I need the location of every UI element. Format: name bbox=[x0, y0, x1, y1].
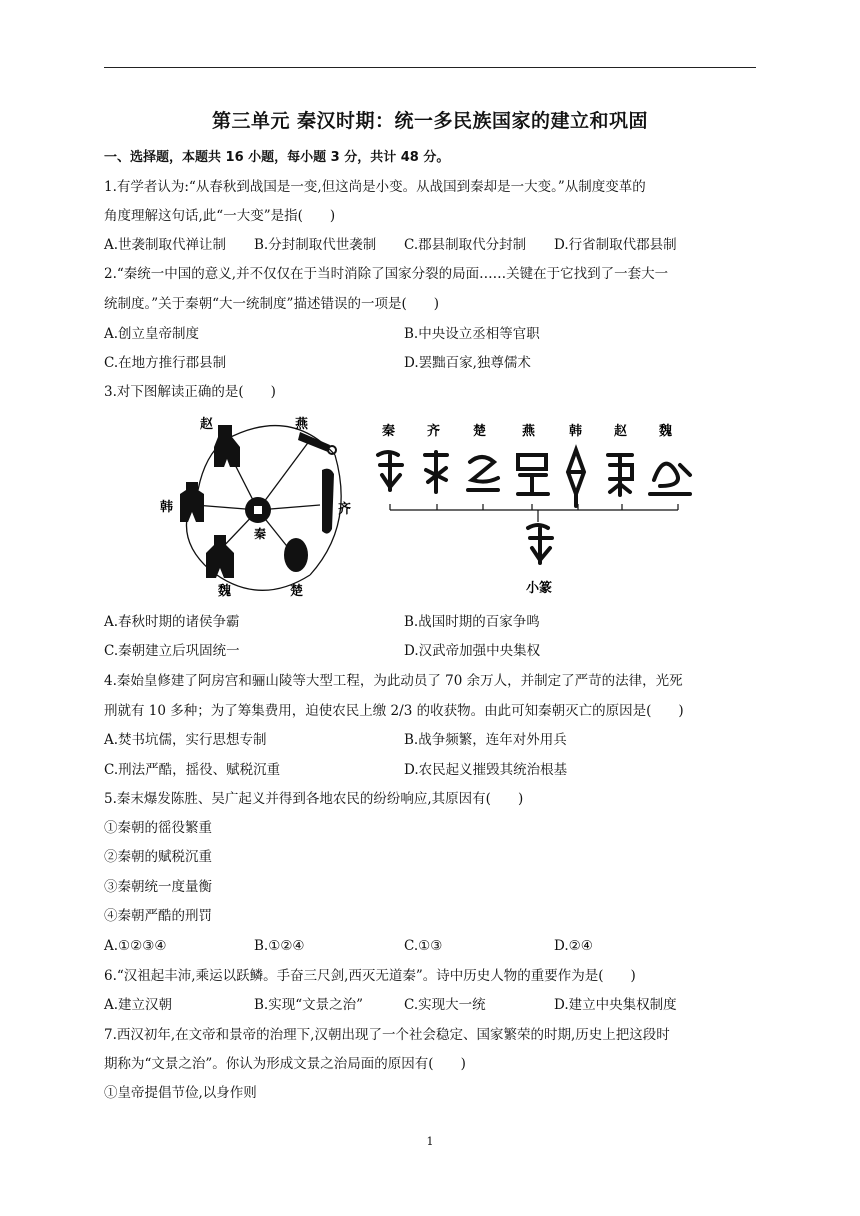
q3-option-a: A.春秋时期的诸侯争霸 bbox=[104, 614, 240, 630]
q6-option-b: B.实现“文景之治” bbox=[254, 997, 364, 1013]
q6-option-a: A.建立汉朝 bbox=[104, 997, 173, 1013]
han-coin bbox=[180, 482, 204, 522]
page-title: 第三单元 秦汉时期：统一多民族国家的建立和巩固 bbox=[211, 110, 649, 132]
script-state-chu: 楚 bbox=[473, 424, 487, 439]
section-heading: 一、选择题，本题共 16 小题，每小题 3 分，共计 48 分。 bbox=[104, 150, 450, 165]
wei-coin bbox=[206, 535, 234, 578]
q6-stem: 6.“汉祖起丰沛,乘运以跃鳞。手奋三尺剑,西灭无道秦”。诗中历史人物的重要作为是( ) bbox=[104, 968, 636, 984]
q5-item-3: ③秦朝统一度量衡 bbox=[104, 879, 212, 895]
q1-option-b: B.分封制取代世袭制 bbox=[254, 237, 377, 253]
q4-option-a: A.焚书坑儒，实行思想专制 bbox=[104, 732, 267, 748]
q2-option-c: C.在地方推行郡县制 bbox=[104, 355, 227, 371]
script-state-qin: 秦 bbox=[382, 424, 396, 439]
q5-stem: 5.秦末爆发陈胜、吴广起义并得到各地农民的纷纷响应,其原因有( ) bbox=[104, 791, 524, 807]
q6-option-c: C.实现大一统 bbox=[404, 997, 486, 1013]
q7-item-1: ①皇帝提倡节俭,以身作则 bbox=[104, 1085, 257, 1101]
seal-glyphs bbox=[378, 450, 690, 506]
q5-item-4: ④秦朝严酷的刑罚 bbox=[104, 908, 212, 924]
script-state-zhao: 赵 bbox=[614, 424, 628, 439]
script-chart bbox=[378, 423, 690, 596]
q1-option-d: D.行省制取代郡县制 bbox=[554, 237, 677, 253]
coin-label-zhao: 赵 bbox=[200, 417, 214, 432]
q4-option-c: C.刑法严酷，摇役、赋税沉重 bbox=[104, 762, 281, 778]
q5-option-c: C.①③ bbox=[404, 938, 443, 954]
script-state-wei: 魏 bbox=[659, 424, 673, 439]
q4-option-b: B.战争频繁，连年对外用兵 bbox=[404, 732, 567, 748]
q5-option-d: D.②④ bbox=[554, 938, 593, 954]
q3-figure bbox=[150, 410, 720, 605]
q4-option-d: D.农民起义摧毁其统治根基 bbox=[404, 762, 568, 778]
q3-option-b: B.战国时期的百家争鸣 bbox=[404, 614, 540, 630]
q5-item-2: ②秦朝的赋税沉重 bbox=[104, 849, 212, 865]
page-number: 1 bbox=[426, 1135, 434, 1148]
coin-wheel bbox=[160, 416, 351, 599]
coin-label-qi: 齐 bbox=[338, 502, 352, 517]
qin-coin bbox=[245, 497, 271, 523]
q1-option-c: C.郡县制取代分封制 bbox=[404, 237, 527, 253]
merge-bracket bbox=[390, 504, 678, 522]
q2-option-b: B.中央设立丞相等官职 bbox=[404, 326, 540, 342]
xiaozhuan-glyph bbox=[528, 525, 552, 563]
q2-option-d: D.罢黜百家,独尊儒术 bbox=[404, 355, 531, 371]
header-rule bbox=[104, 67, 756, 68]
q5-option-a: A.①②③④ bbox=[104, 938, 167, 954]
q5-item-1: ①秦朝的徭役繁重 bbox=[104, 820, 212, 836]
script-state-qi: 齐 bbox=[427, 424, 441, 439]
q1-stem-line1: 1.有学者认为:“从春秋到战国是一变,但这尚是小变。从战国到秦却是一大变。”从制度变革的 bbox=[104, 179, 646, 195]
q2-stem-line2: 统制度。”关于秦朝“大一统制度”描述错误的一项是( ) bbox=[104, 296, 439, 312]
chu-coin bbox=[284, 538, 308, 572]
q4-stem-line1: 4.秦始皇修建了阿房宫和骊山陵等大型工程，为此动员了 70 余万人，并制定了严苛的法律，光死 bbox=[104, 673, 683, 689]
coin-label-han: 韩 bbox=[160, 500, 174, 515]
script-state-han: 韩 bbox=[569, 424, 583, 439]
q2-stem-line1: 2.“秦统一中国的意义,并不仅仅在于当时消除了国家分裂的局面……关键在于它找到了一套大一 bbox=[104, 266, 669, 282]
coin-label-qin: 秦 bbox=[254, 527, 267, 541]
coin-label-wei: 魏 bbox=[218, 584, 232, 599]
q2-option-a: A.创立皇帝制度 bbox=[104, 326, 200, 342]
q3-option-d: D.汉武帝加强中央集权 bbox=[404, 643, 541, 659]
qi-coin bbox=[322, 469, 334, 534]
q4-stem-line2: 刑就有 10 多种；为了筹集费用，迫使农民上缴 2/3 的收获物。由此可知秦朝灭亡的原因是( ) bbox=[104, 703, 684, 719]
q3-stem: 3.对下图解读正确的是( ) bbox=[104, 384, 276, 400]
script-state-yan: 燕 bbox=[522, 424, 536, 439]
q3-option-c: C.秦朝建立后巩固统一 bbox=[104, 643, 240, 659]
coin-label-yan: 燕 bbox=[295, 417, 309, 432]
q7-stem-line1: 7.西汉初年,在文帝和景帝的治理下,汉朝出现了一个社会稳定、国家繁荣的时期,历史上把这段时 bbox=[104, 1027, 670, 1043]
q5-option-b: B.①②④ bbox=[254, 938, 305, 954]
script-result-label: 小篆 bbox=[526, 581, 553, 596]
q1-stem-line2: 角度理解这句话,此“一大变”是指( ) bbox=[104, 208, 336, 224]
q6-option-d: D.建立中央集权制度 bbox=[554, 997, 677, 1013]
coin-label-chu: 楚 bbox=[290, 584, 304, 599]
q7-stem-line2: 期称为“文景之治”。你认为形成文景之治局面的原因有( ) bbox=[104, 1056, 466, 1072]
zhao-coin bbox=[214, 425, 240, 467]
q1-option-a: A.世袭制取代禅让制 bbox=[104, 237, 227, 253]
